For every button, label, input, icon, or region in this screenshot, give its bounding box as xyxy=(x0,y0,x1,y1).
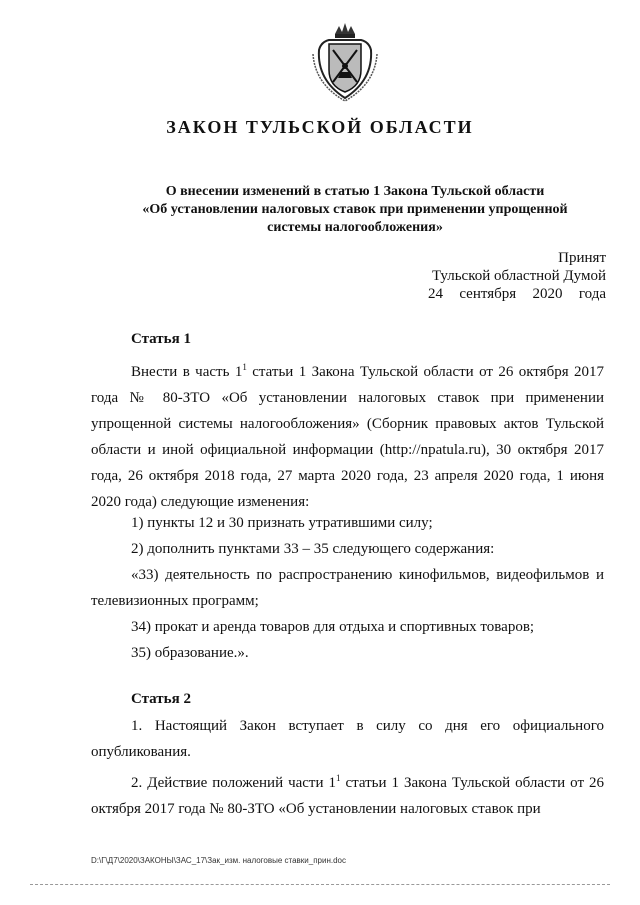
article-2-heading: Статья 2 xyxy=(131,691,191,707)
adoption-body: Тульской областной Думой xyxy=(431,268,606,284)
document-title-line: системы налогообложения» xyxy=(267,220,443,235)
article-1-item-35: 35) образование.». xyxy=(131,645,249,661)
article-2-p2-a: 2. Действие положений части 1 xyxy=(131,775,336,791)
adoption-day: 24 xyxy=(428,286,443,302)
scan-edge-divider xyxy=(30,884,610,885)
article-1-item-1: 1) пункты 12 и 30 признать утратившими силу; xyxy=(131,515,433,531)
adoption-year-word: года xyxy=(578,286,606,302)
adoption-label: Принят xyxy=(558,250,606,266)
article-1-heading: Статья 1 xyxy=(131,331,191,347)
article-2-paragraph-2 xyxy=(91,765,604,822)
document-title-line: О внесении изменений в статью 1 Закона Тульской области xyxy=(165,184,545,199)
article-2-paragraph-1: 1. Настоящий Закон вступает в силу со дня его официального опубликования. xyxy=(91,718,604,760)
document-title-line: «Об установлении налоговых ставок при применении упрощенной xyxy=(142,202,568,217)
article-1-intro xyxy=(91,354,604,515)
document-title xyxy=(110,183,600,237)
article-1-item-2: 2) дополнить пунктами 33 – 35 следующего содержания: xyxy=(131,541,495,557)
adoption-date xyxy=(428,285,606,303)
article-1-intro-sup: 1 xyxy=(242,362,247,372)
article-2-p2-b: статьи 1 Закона Тульской области от 26 октября 2017 года № 80-ЗТО «Об установлении налоговых ставок при xyxy=(91,775,605,817)
tula-coat-of-arms-emblem xyxy=(309,20,381,102)
adoption-month: сентября xyxy=(459,286,517,302)
adoption-year: 2020 xyxy=(532,286,563,302)
law-title: ЗАКОН ТУЛЬСКОЙ ОБЛАСТИ xyxy=(166,117,474,137)
article-1-item-34: 34) прокат и аренда товаров для отдыха и спортивных товаров; xyxy=(131,619,535,635)
file-path-footer: D:\Г\Д7\2020\ЗАКОНЫ\ЗАС_17\Зак_изм. налоговые ставки_прин.doc xyxy=(91,856,346,865)
article-1-intro-b: статьи 1 Закона Тульской области от 26 октября 2017 года № 80-ЗТО «Об установлении налоговых ставок при применении упрощенной системы налогообложения» (Сборник правовых актов Тульской области и иной официальной информации (http://npatula.ru), 30 октября 2017 года, 26 октября 2018 года, 27 марта 2020 года, 23 апреля 2020 года, 1 июня 2020 года) следующие изменения: xyxy=(91,364,604,510)
article-1-intro-a: Внести в часть 1 xyxy=(131,364,243,380)
article-2-p2-sup: 1 xyxy=(335,773,341,783)
article-1-item-33: «33) деятельность по распространению кинофильмов, видеофильмов и телевизионных программ; xyxy=(91,567,604,609)
adoption-block xyxy=(406,249,606,303)
